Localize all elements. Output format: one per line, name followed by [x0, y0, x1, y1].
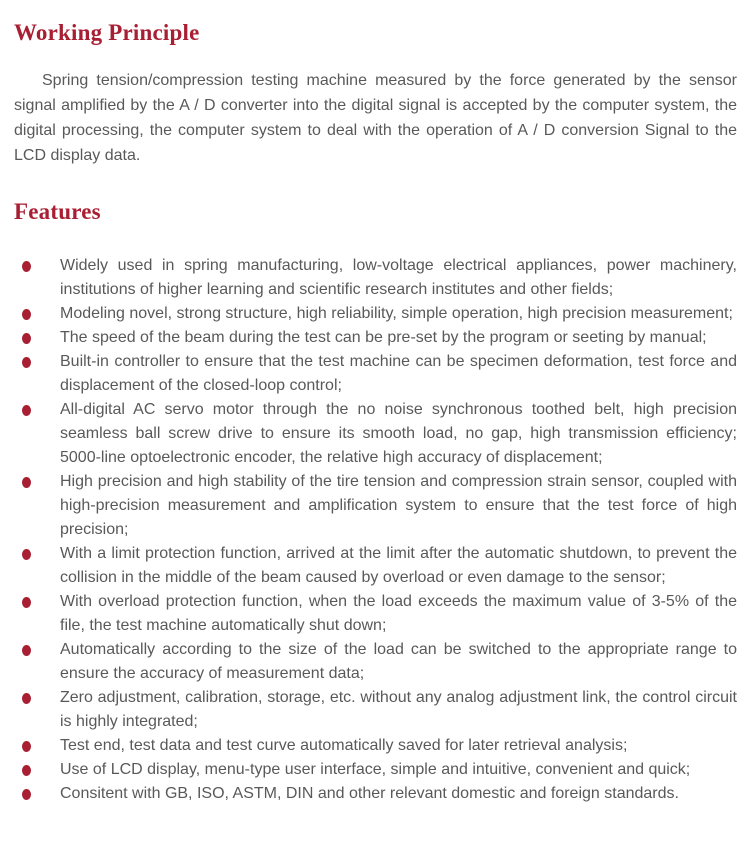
bullet-icon [22, 261, 31, 272]
bullet-icon [22, 693, 31, 704]
feature-item [14, 638, 737, 686]
feature-item [14, 590, 737, 638]
feature-text: The speed of the beam during the test can be pre-set by the program or seeting by manual; [60, 329, 707, 346]
feature-text: Test end, test data and test curve automatically saved for later retrieval analysis; [60, 737, 628, 754]
feature-item [14, 350, 737, 398]
bullet-icon [22, 309, 31, 320]
bullet-icon [22, 333, 31, 344]
bullet-icon [22, 597, 31, 608]
feature-item [14, 302, 737, 326]
feature-text: Use of LCD display, menu-type user interface, simple and intuitive, convenient and quick; [60, 761, 691, 778]
feature-text: Built-in controller to ensure that the test machine can be specimen deformation, test force and displacement of the closed-loop control; [60, 353, 737, 394]
working-principle-paragraph: Spring tension/compression testing machine measured by the force generated by the sensor signal amplified by the A / D converter into the digital signal is accepted by the computer system, the digital processing, the computer system to deal with the operation of A / D conversion Signal to the LCD display data. [14, 72, 737, 164]
features-list [14, 254, 737, 806]
feature-text: Zero adjustment, calibration, storage, etc. without any analog adjustment link, the control circuit is highly integrated; [60, 689, 737, 730]
feature-item [14, 470, 737, 542]
bullet-icon [22, 477, 31, 488]
bullet-icon [22, 741, 31, 752]
feature-item [14, 734, 737, 758]
bullet-icon [22, 405, 31, 416]
feature-item [14, 782, 737, 806]
feature-text: With a limit protection function, arrived at the limit after the automatic shutdown, to prevent the collision in the middle of the beam caused by overload or even damage to the sensor; [60, 545, 737, 586]
bullet-icon [22, 645, 31, 656]
feature-item [14, 686, 737, 734]
feature-item [14, 254, 737, 302]
feature-text: Widely used in spring manufacturing, low-voltage electrical appliances, power machinery, institutions of higher learning and scientific research institutes and other fields; [60, 257, 737, 298]
feature-text: Automatically according to the size of the load can be switched to the appropriate range to ensure the accuracy of measurement data; [60, 641, 737, 682]
feature-item [14, 326, 737, 350]
feature-item [14, 542, 737, 590]
feature-item [14, 398, 737, 470]
feature-text: Consitent with GB, ISO, ASTM, DIN and other relevant domestic and foreign standards. [60, 785, 679, 802]
feature-text: Modeling novel, strong structure, high reliability, simple operation, high precision measurement; [60, 305, 733, 322]
working-principle-title: Working Principle [14, 20, 200, 45]
feature-text: With overload protection function, when the load exceeds the maximum value of 3-5% of the file, the test machine automatically shut down; [60, 593, 737, 634]
feature-item [14, 758, 737, 782]
feature-text: All-digital AC servo motor through the no noise synchronous toothed belt, high precision seamless ball screw drive to ensure its smooth load, no gap, high transmission efficiency; 5000-line optoelectronic encoder, the relative high accuracy of displacement; [60, 401, 737, 466]
bullet-icon [22, 765, 31, 776]
features-title: Features [14, 199, 101, 224]
feature-text: High precision and high stability of the tire tension and compression strain sensor, coupled with high-precision measurement and amplification system to ensure that the test force of high precision; [60, 473, 737, 538]
bullet-icon [22, 357, 31, 368]
bullet-icon [22, 549, 31, 560]
bullet-icon [22, 789, 31, 800]
